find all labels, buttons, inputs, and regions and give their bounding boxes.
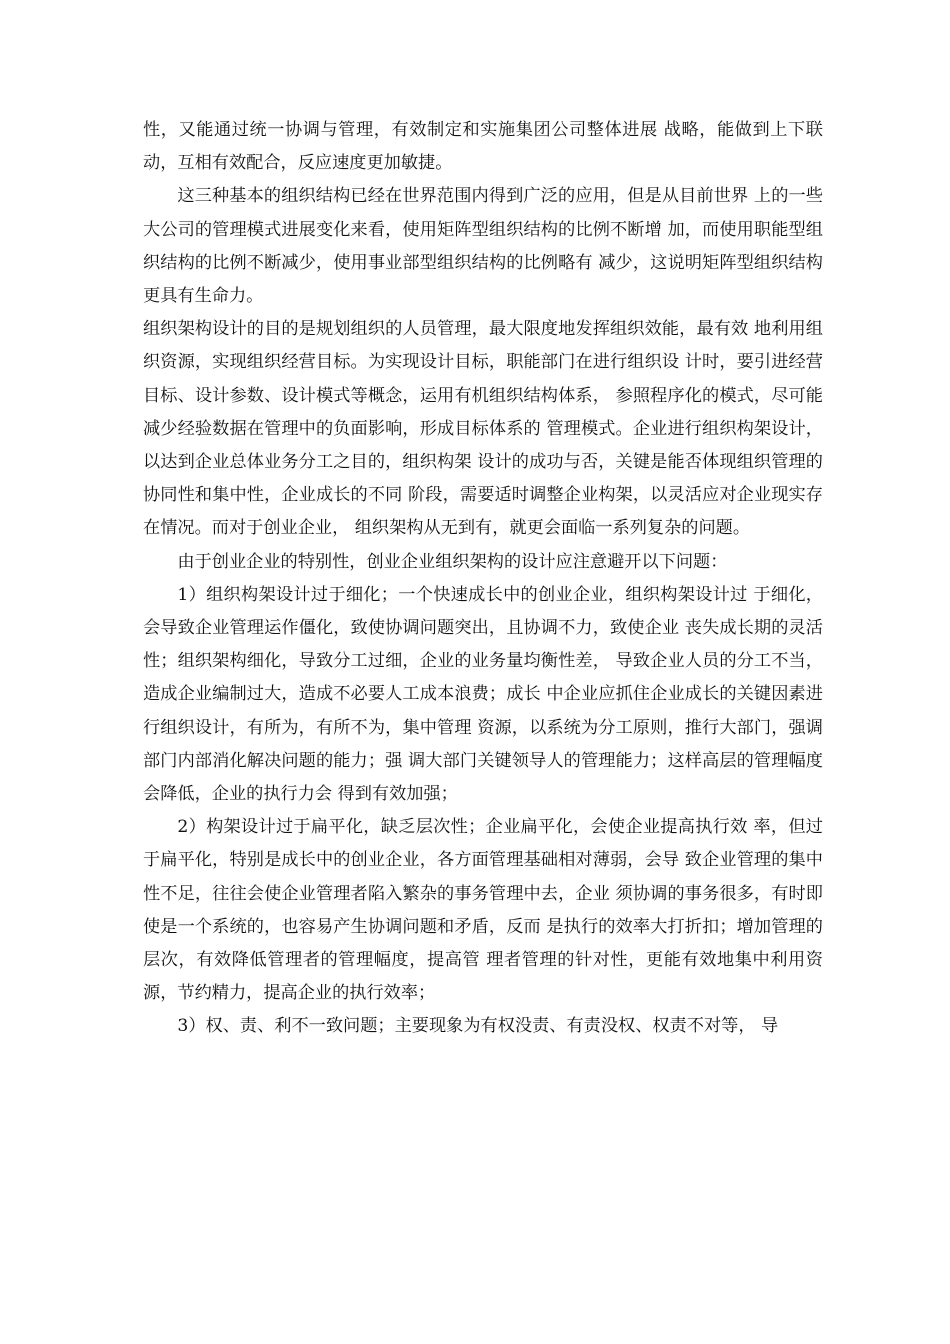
paragraph-3: 组织架构设计的目的是规划组织的人员管理，最大限度地发挥组织效能，最有效 地利用组织资源，实现组织经营目标。为实现设计目标，职能部门在进行组织设 计时，要引进经营目标、设计参数、设计模式等概念，运用有机组织结构体系， 参照程序化的模式，尽可能减少经验数据在管理中的负面影响，形成目标体系的 管理模式。企业进行组织构架设计，以达到企业总体业务分工之目的，组织构架 设计的成功与否，关键是能否体现组织管理的协同性和集中性，企业成长的不同 阶段，需要适时调整企业构架，以灵活应对企业现实存在情况。而对于创业企业， 组织架构从无到有，就更会面临一系列复杂的问题。 bbox=[143, 319, 823, 539]
paragraph-2: 这三种基本的组织结构已经在世界范围内得到广泛的应用，但是从目前世界 上的一些大公司的管理模式进展变化来看，使用矩阵型组织结构的比例不断增 加，而使用职能型组织结构的比例不断减少，使用事业部型组织结构的比例略有 减少，这说明矩阵型组织结构更具有生命力。 bbox=[143, 186, 823, 307]
paragraph-1: 性，又能通过统一协调与管理，有效制定和实施集团公司整体进展 战略，能做到上下联动，互相有效配合，反应速度更加敏捷。 bbox=[143, 120, 823, 174]
body-text bbox=[143, 114, 823, 1044]
paragraph-4: 由于创业企业的特别性，创业企业组织架构的设计应注意避开以下问题： bbox=[177, 551, 728, 572]
paragraph-7: 3）权、责、利不一致问题；主要现象为有权没责、有责没权、权责不对等， 导 bbox=[177, 1016, 779, 1037]
paragraph-5: 1）组织构架设计过于细化；一个快速成长中的创业企业，组织构架设计过 于细化，会导致企业管理运作僵化，致使协调问题突出，且协调不力，致使企业 丧失成长期的灵活性；组织架构细化，导致分工过细，企业的业务量均衡性差， 导致企业人员的分工不当，造成企业编制过大，造成不必要人工成本浪费；成长 中企业应抓住企业成长的关键因素进行组织设计，有所为，有所不为，集中管理 资源，以系统为分工原则，推行大部门，强调部门内部消化解决问题的能力；强 调大部门关键领导人的管理能力；这样高层的管理幅度会降低，企业的执行力会 得到有效加强； bbox=[143, 584, 823, 805]
paragraph-6: 2）构架设计过于扁平化，缺乏层次性；企业扁平化，会使企业提高执行效 率，但过于扁平化，特别是成长中的创业企业，各方面管理基础相对薄弱，会导 致企业管理的集中性不足，往往会使企业管理者陷入繁杂的事务管理中去，企业 须协调的事务很多，有时即使是一个系统的，也容易产生协调问题和矛盾，反而 是执行的效率大打折扣；增加管理的层次，有效降低管理者的管理幅度，提高管 理者管理的针对性，更能有效地集中利用资源，节约精力，提高企业的执行效率； bbox=[143, 817, 823, 1004]
